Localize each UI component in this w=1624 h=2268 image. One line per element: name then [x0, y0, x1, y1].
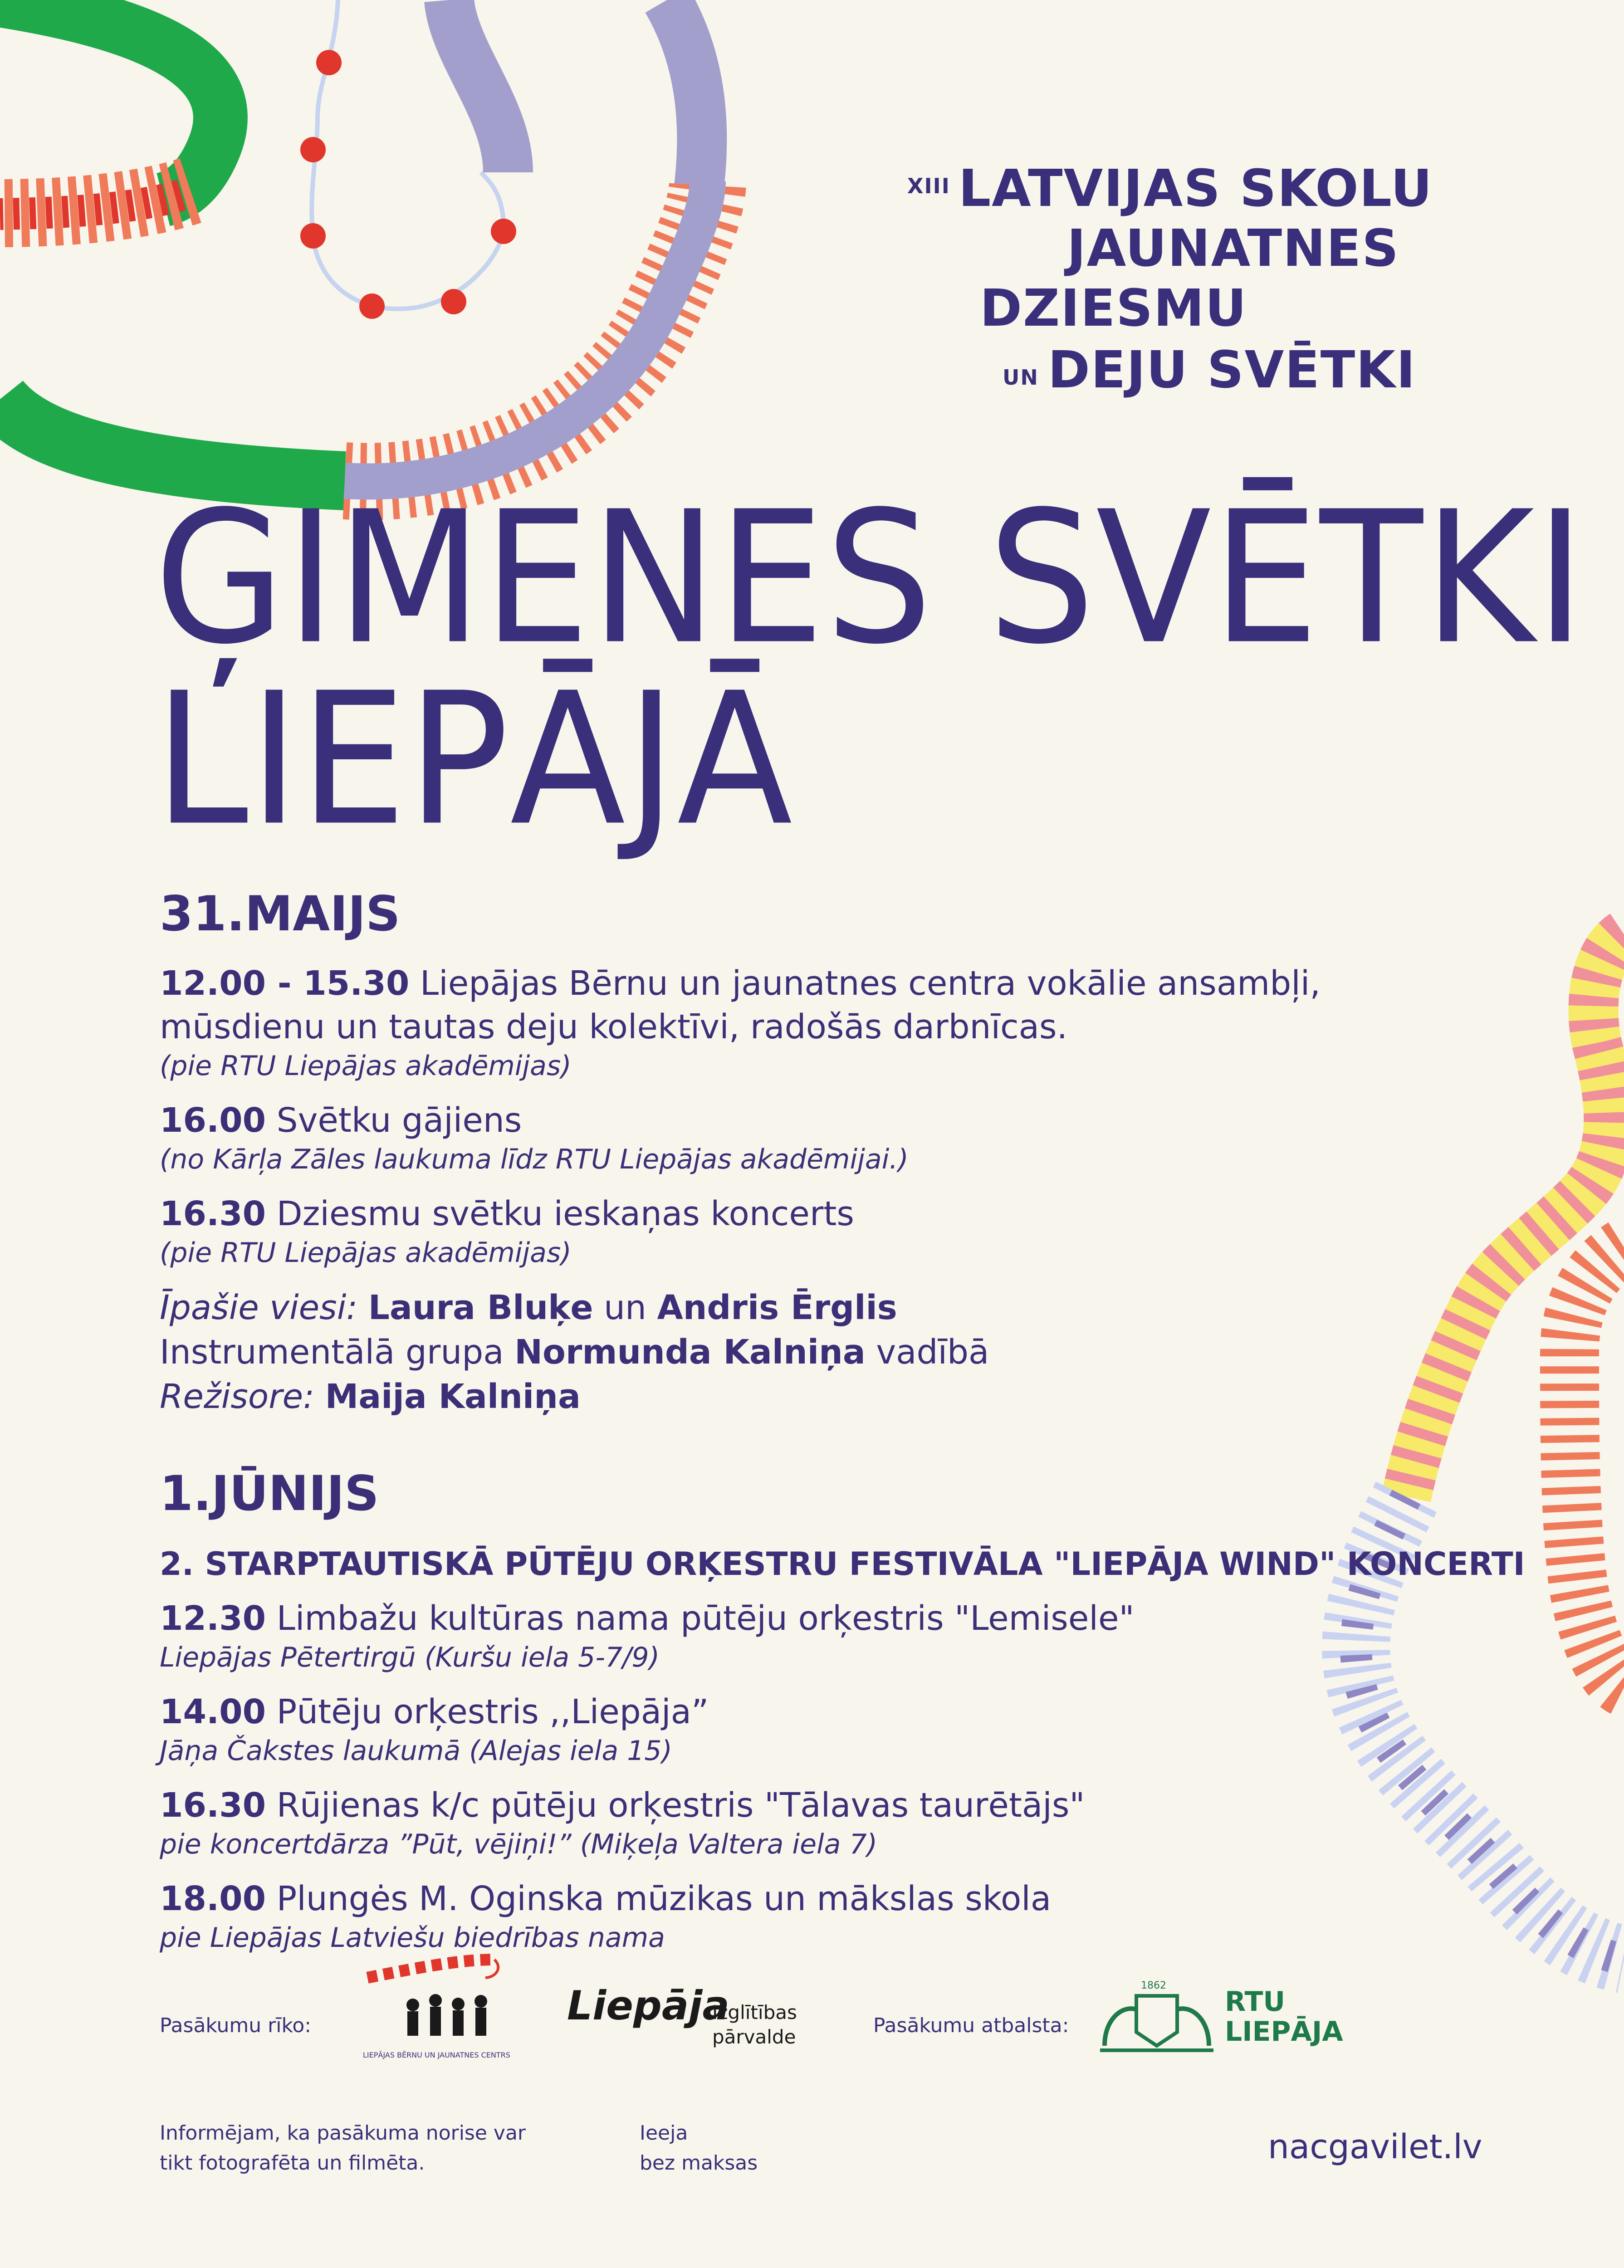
entry-line1: Ieeja: [640, 2121, 688, 2145]
rtu-crest-logo: [1096, 1978, 1218, 2059]
event-time: 14.00: [160, 1692, 266, 1731]
guests-label: Īpašie viesi:: [160, 1288, 358, 1327]
salmon-dashed-ribbon: [1570, 1247, 1624, 1687]
event: [160, 1784, 1566, 1862]
event: [160, 1877, 1566, 1955]
event-location: Liepājas Pētertirgū (Kuršu iela 5-7/9): [160, 1642, 660, 1673]
event-location: Jāņa Čakstes laukumā (Alejas iela 15): [160, 1735, 672, 1767]
org2-sub1: Izglītības: [712, 2001, 797, 2024]
festival-numeral: XIII: [907, 174, 950, 198]
guests: [160, 1286, 1566, 1419]
entry-line2: bez maksas: [640, 2151, 758, 2175]
and-word: un: [604, 1288, 646, 1327]
event-location: pie Liepājas Latviešu biedrības nama: [160, 1922, 665, 1954]
event-time: 16.30: [160, 1194, 266, 1233]
website-link[interactable]: nacgavilet.lv: [1268, 2127, 1482, 2166]
event: [160, 1192, 1566, 1270]
event-text: Plungės M. Oginska mūzikas un mākslas skola: [276, 1879, 1052, 1918]
event-text: Rūjienas k/c pūtēju orķestris "Tālavas taurētājs": [276, 1786, 1085, 1825]
director-label: Režisore:: [160, 1377, 315, 1416]
event: [160, 1099, 1566, 1177]
supporter-label: Pasākumu atbalsta:: [873, 2014, 1069, 2037]
green-ribbon-left: [0, 399, 345, 481]
event-location: (pie RTU Liepājas akadēmijas): [160, 1050, 572, 1082]
rtu-logo-text: [1225, 1987, 1343, 2047]
festival-small: UN: [1003, 365, 1039, 390]
izglitibas-label: [712, 2000, 797, 2049]
day2-heading: 1.JŪNIJS: [160, 1466, 379, 1521]
notice-line2: tikt fotografēta un filmēta.: [160, 2151, 425, 2175]
filming-notice: [160, 2118, 526, 2178]
guest1: Laura Bluķe: [368, 1288, 593, 1327]
event-text2: mūsdienu un tautas deju kolektīvi, radošās darbnīcas.: [160, 1007, 1068, 1046]
lbjc-logo-text: LIEPĀJAS BĒRNU UN JAUNATNES CENTRS: [363, 2051, 510, 2059]
event-time: 12.00 - 15.30: [160, 964, 410, 1003]
rtu-line2: LIEPĀJA: [1225, 2016, 1343, 2048]
org2-sub2: pārvalde: [712, 2026, 796, 2048]
group-leader: Normunda Kalniņa: [514, 1333, 866, 1372]
festival-line4: DEJU SVĒTKI: [1047, 341, 1416, 400]
event: [160, 1690, 1566, 1768]
title-line2: LIEPĀJĀ: [154, 653, 793, 866]
entry-info: [640, 2118, 758, 2178]
director: Maija Kalniņa: [325, 1377, 581, 1416]
festival-concerts-line: 2. STARPTAUTISKĀ PŪTĒJU ORĶESTRU FESTIVĀLA "LIEPĀJA WIND" KONCERTI: [160, 1545, 1525, 1583]
group-suffix: vadībā: [876, 1333, 989, 1372]
event-time: 18.00: [160, 1879, 266, 1918]
event-location: pie koncertdārza ”Pūt, vējiņi!” (Miķeļa Valtera iela 7): [160, 1828, 878, 1860]
festival-line1: LATVIJAS SKOLU: [958, 159, 1433, 218]
event-text: Pūtēju orķestris ,,Liepāja”: [276, 1692, 709, 1731]
day1-heading: 31.MAIJS: [160, 886, 401, 942]
organizer-label: Pasākumu rīko:: [160, 2014, 312, 2037]
liepaja-logo: Liepāja: [567, 1982, 729, 2029]
event-text: Dziesmu svētku ieskaņas koncerts: [276, 1194, 854, 1233]
group-prefix: Instrumentālā grupa: [160, 1333, 504, 1372]
green-ribbon-top: [0, 0, 220, 200]
event-text: Liepājas Bērnu un jaunatnes centra vokālie ansambļi,: [420, 964, 1321, 1003]
program: [160, 885, 1566, 1970]
event-time: 16.00: [160, 1101, 266, 1140]
guest2: Andris Ērglis: [657, 1288, 897, 1327]
event-location: (pie RTU Liepājas akadēmijas): [160, 1237, 572, 1269]
event-location: (no Kārļa Zāles laukuma līdz RTU Liepājas akadēmijai.): [160, 1144, 909, 1175]
festival-line2: JAUNATNES: [1067, 219, 1399, 278]
lbjc-logo: [358, 1950, 522, 2064]
event: [160, 1597, 1566, 1675]
title-line1: ĢIMENES SVĒTKI: [154, 472, 1586, 684]
lavender-ribbon-top: [449, 0, 508, 172]
event-text: Limbažu kultūras nama pūtēju orķestris "Lemisele": [276, 1599, 1135, 1638]
notice-line1: Informējam, ka pasākuma norise var: [160, 2121, 526, 2145]
event-time: 16.30: [160, 1786, 266, 1825]
rtu-year: 1862: [1141, 1980, 1166, 1991]
rtu-line1: RTU: [1225, 1986, 1286, 2018]
event: [160, 962, 1566, 1083]
event-text: Svētku gājiens: [276, 1101, 522, 1140]
event-time: 12.30: [160, 1599, 266, 1638]
festival-line3: DZIESMU: [980, 279, 1247, 338]
